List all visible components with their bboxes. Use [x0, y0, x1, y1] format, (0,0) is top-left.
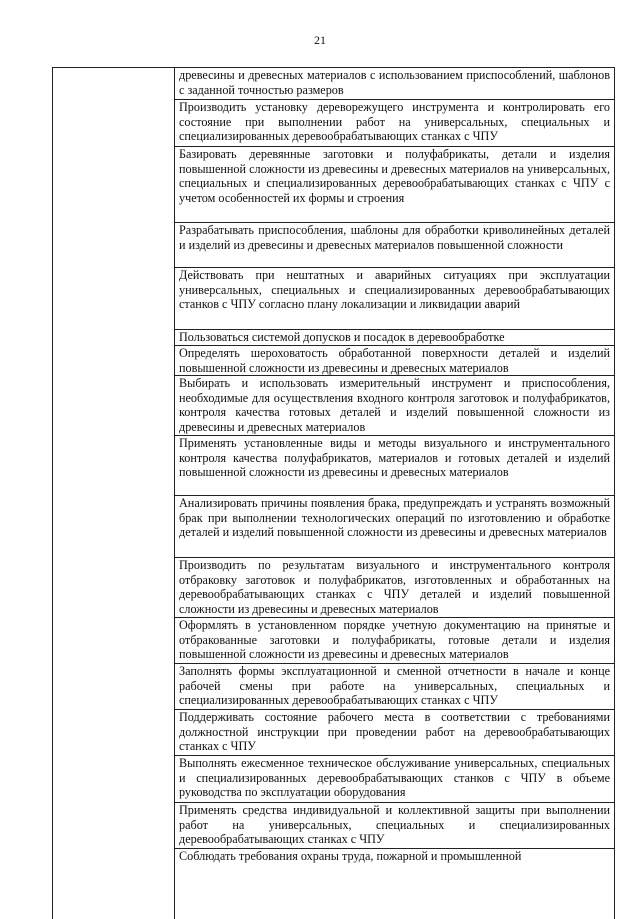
table-row-7: Определять шероховатость обработанной поверхности деталей и изделий повышенной сложности из древесины и древесных материалов: [175, 346, 615, 376]
skills-table: [52, 67, 615, 919]
table-row-14: Поддерживать состояние рабочего места в соответствии с требованиями должностной инструкции при проведении работ на деревообрабатывающих станках с ЧПУ: [175, 710, 615, 756]
table-row-3: Базировать деревянные заготовки и полуфабрикаты, детали и изделия повышенной сложности из древесины и древесных материалов на универсальных, специальных и специализированных деревообрабатывающих станках с ЧПУ с учетом особенностей их формы и строения: [175, 147, 615, 223]
table-row-15: Выполнять ежесменное техническое обслуживание универсальных, специальных и специализированных деревообрабатывающих станков с ЧПУ в объеме руководства по эксплуатации оборудования: [175, 756, 615, 803]
table-row-5: Действовать при нештатных и аварийных ситуациях при эксплуатации универсальных, специальных и специализированных деревообрабатывающих станков с ЧПУ согласно плану локализации и ликвидации аварий: [175, 268, 615, 330]
table-row-11: Производить по результатам визуального и инструментального контроля отбраковку заготовок и полуфабрикатов, изготовленных и обработанных на деревообрабатывающих станках с ЧПУ деталей и изделий повышенной сложности из древесины и древесных материалов: [175, 558, 615, 618]
table-row-16: Применять средства индивидуальной и коллективной защиты при выполнении работ на универсальных, специальных и специализированных деревообрабатывающих станках с ЧПУ: [175, 803, 615, 849]
table-row-9: Применять установленные виды и методы визуального и инструментального контроля качества полуфабрикатов, материалов и готовых деталей и изделий повышенной сложности из древесины и древесных материалов: [175, 436, 615, 496]
table-row-13: Заполнять формы эксплуатационной и сменной отчетности в начале и конце рабочей смены при работе на универсальных, специальных и специализированных деревообрабатывающих станках с ЧПУ: [175, 664, 615, 710]
table-row-2: Производить установку дереворежущего инструмента и контролировать его состояние при выполнении работ на универсальных, специальных и специализированных деревообрабатывающих станках с ЧПУ: [175, 100, 615, 147]
table-row-4: Разрабатывать приспособления, шаблоны для обработки криволинейных деталей и изделий из древесины и древесных материалов повышенной сложности: [175, 223, 615, 268]
table-row-10: Анализировать причины появления брака, предупреждать и устранять возможный брак при выполнении технологических операций по изготовлению и обработке деталей и изделий повышенной сложности из древесины и древесных материалов: [175, 496, 615, 558]
table-left-column: [53, 68, 175, 919]
table-row-12: Оформлять в установленном порядке учетную документацию на принятые и отбракованные заготовки и полуфабрикаты, готовые детали и изделия повышенной сложности из древесины и древесных материалов: [175, 618, 615, 664]
table-row-8: Выбирать и использовать измерительный инструмент и приспособления, необходимые для осуществления входного контроля заготовок и полуфабрикатов, контроля качества готовых деталей и изделий повышенной сложности из древесины и древесных материалов: [175, 376, 615, 436]
page-number: 21: [314, 33, 326, 47]
table-row-1: древесины и древесных материалов с использованием приспособлений, шаблонов с заданной точностью размеров: [175, 68, 615, 100]
table-row-6: Пользоваться системой допусков и посадок в деревообработке: [175, 330, 615, 346]
table-row-17: Соблюдать требования охраны труда, пожарной и промышленной: [175, 849, 615, 919]
